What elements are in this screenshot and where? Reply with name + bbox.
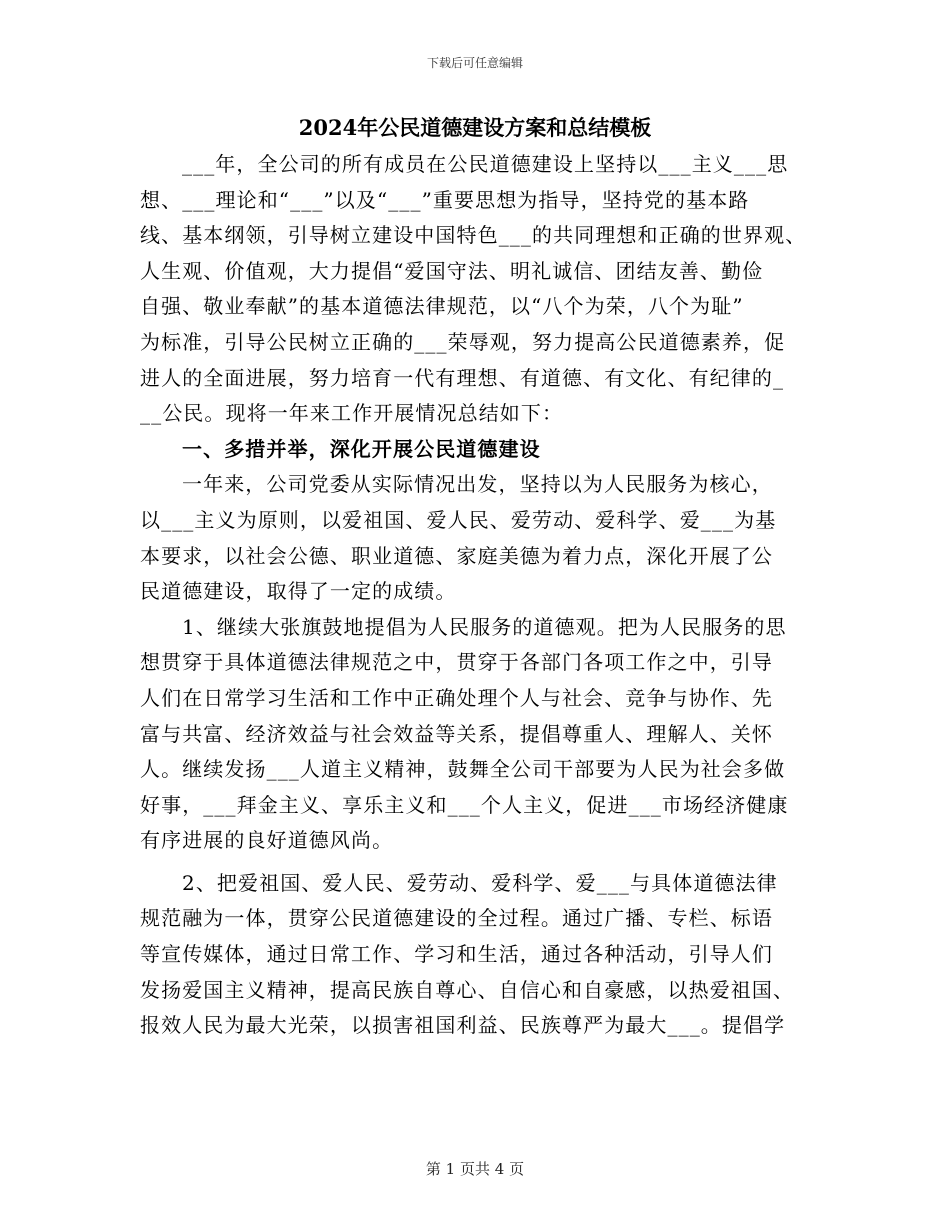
document-title: 2024年公民道德建设方案和总结模板 bbox=[298, 115, 652, 140]
text-line: 规范融为一体，贯穿公民道德建设的全过程。通过广播、专栏、标语 bbox=[140, 906, 773, 931]
text-line: 想、___理论和“___”以及“___”重要思想为指导，坚持党的基本路 bbox=[140, 187, 750, 212]
text-line: 发扬爱国主义精神，提高民族自尊心、自信心和自豪感，以热爱祖国、 bbox=[140, 977, 795, 1002]
text-line: 进人的全面进展，努力培育一代有理想、有道德、有文化、有纪律的_ bbox=[140, 365, 785, 390]
text-line: 报效人民为最大光荣，以损害祖国利益、民族尊严为最大___。提倡学 bbox=[140, 1013, 786, 1038]
intro-paragraph bbox=[140, 147, 840, 432]
text-line: 等宣传媒体，通过日常工作、学习和生活，通过各种活动，引导人们 bbox=[140, 942, 773, 967]
paragraph bbox=[140, 866, 840, 1044]
text-line: 以___主义为原则，以爱祖国、爱人民、爱劳动、爱科学、爱___为基 bbox=[140, 507, 777, 532]
text-line: 人们在日常学习生活和工作中正确处理个人与社会、竞争与协作、先 bbox=[140, 685, 773, 710]
text-line: __公民。现将一年来工作开展情况总结如下： bbox=[140, 401, 564, 426]
text-line: 一年来，公司党委从实际情况出发，坚持以为人民服务为核心， bbox=[182, 472, 773, 497]
section-heading bbox=[140, 432, 840, 468]
text-line: 为标准，引导公民树立正确的___荣辱观，努力提高公民道德素养，促 bbox=[140, 329, 786, 354]
paragraph bbox=[140, 467, 840, 609]
paragraph bbox=[140, 610, 840, 859]
text-line: 自强、敬业奉献”的基本道德法律规范，以“八个为荣，八个为耻” bbox=[140, 294, 744, 319]
text-line: 人。继续发扬___人道主义精神，鼓舞全公司干部要为人民为社会多做 bbox=[140, 757, 786, 782]
page-footer: 第 1 页共 4 页 bbox=[425, 1160, 525, 1178]
text-line: ___年，全公司的所有成员在公民道德建设上坚持以___主义___思 bbox=[182, 152, 789, 176]
document-body bbox=[140, 147, 840, 1044]
text-line: 2、把爱祖国、爱人民、爱劳动、爱科学、爱___与具体道德法律 bbox=[182, 870, 778, 895]
paragraph-gap bbox=[140, 859, 840, 866]
text-line: 好事，___拜金主义、享乐主义和___个人主义，促进___市场经济健康 bbox=[140, 792, 789, 817]
text-line: 民道德建设，取得了一定的成绩。 bbox=[140, 579, 457, 604]
text-line: 人生观、价值观，大力提倡“爱国守法、明礼诚信、团结友善、勤俭 bbox=[140, 258, 764, 283]
text-line: 本要求，以社会公德、职业道德、家庭美德为着力点，深化开展了公 bbox=[140, 543, 773, 568]
page-header: 下载后可任意编辑 bbox=[426, 56, 523, 70]
text-line: 有序进展的良好道德风尚。 bbox=[140, 828, 394, 853]
text-line: 线、基本纲领，引导树立建设中国特色___的共同理想和正确的世界观、 bbox=[140, 223, 807, 248]
text-line: 想贯穿于具体道德法律规范之中，贯穿于各部门各项工作之中，引导 bbox=[140, 650, 773, 675]
section-heading-text: 一、多措并举，深化开展公民道德建设 bbox=[182, 436, 541, 461]
text-line: 1、继续大张旗鼓地提倡为人民服务的道德观。把为人民服务的思 bbox=[182, 614, 787, 639]
text-line: 富与共富、经济效益与社会效益等关系，提倡尊重人、理解人、关怀 bbox=[140, 721, 773, 746]
